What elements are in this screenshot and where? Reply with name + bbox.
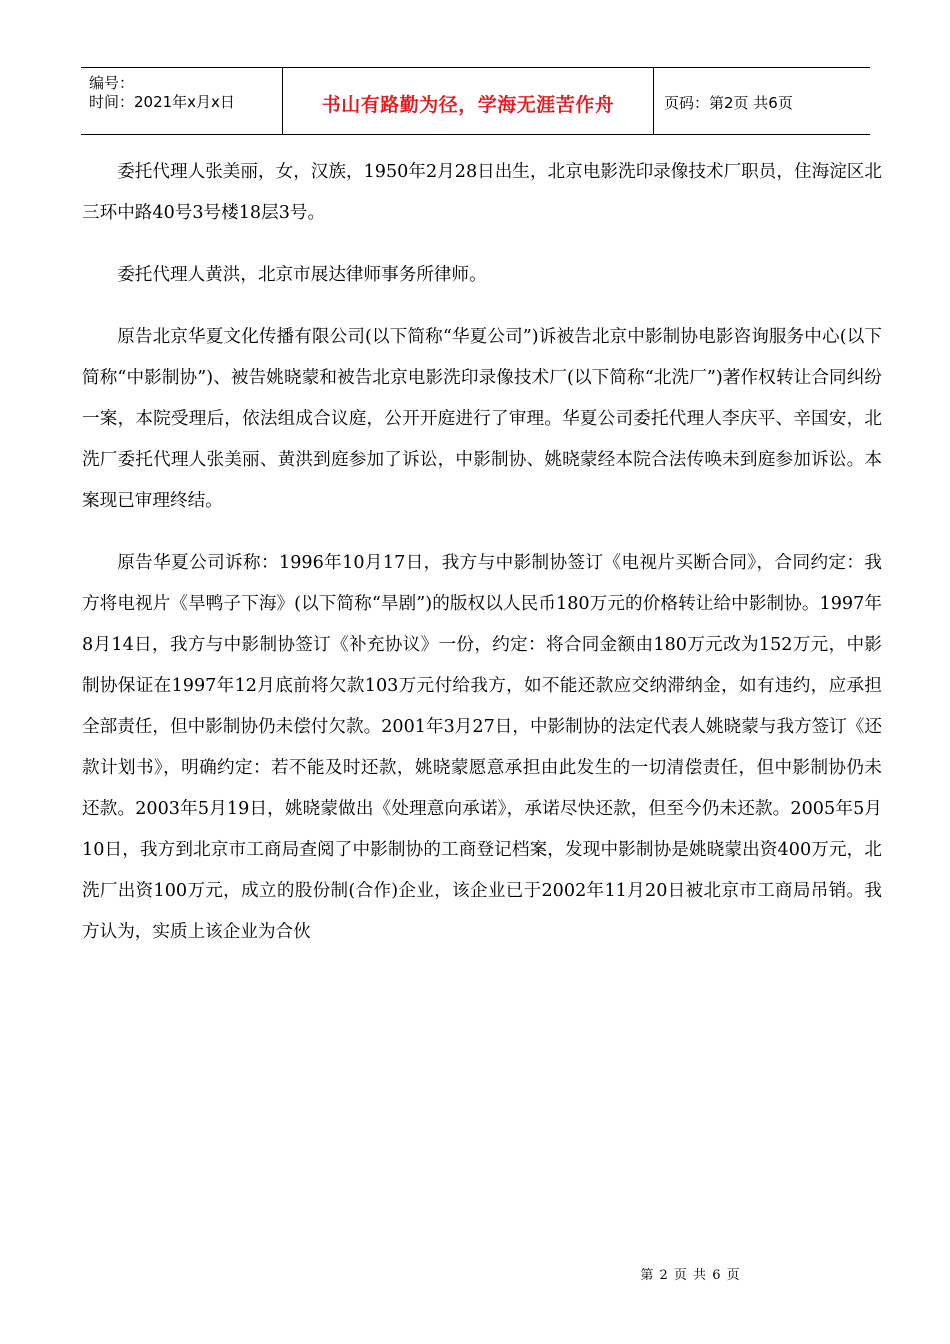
paragraph-agent-huang: 委托代理人黄洪，北京市展达律师事务所律师。: [117, 265, 487, 285]
paragraph-plaintiff-claim: 原告华夏公司诉称：1996年10月17日，我方与中影制协签订《电视片买断合同》，合同约定：我方将电视片《旱鸭子下海》(以下简称“旱剧”)的版权以人民币180万元的价格转让给中影制协。1997年8月14日，我方与中影制协签订《补充协议》一份，约定：将合同金额由180万元改为152万元，中影制协保证在1997年12月底前将欠款103万元付给我方，如不能还款应交纳滞纳金，如有违约，应承担全部责任，但中影制协仍未偿付欠款。2001年3月27日，中影制协的法定代表人姚晓蒙与我方签订《还款计划书》，明确约定：若不能及时还款，姚晓蒙愿意承担由此发生的一切清偿责任，但中影制协仍未还款。2003年5月19日，姚晓蒙做出《处理意向承诺》，承诺尽快还款，但至今仍未还款。2005年5月10日，我方到北京市工商局查阅了中影制协的工商登记档案，发现中影制协是姚晓蒙出资400万元，北洗厂出资100万元，成立的股份制(合作)企业，该企业已于2002年11月20日被北京市工商局吊销。我方认为，实质上该企业为合伙: [82, 553, 882, 942]
motto-text: 书山有路勤为径，学海无涯苦作舟: [321, 93, 615, 116]
document-time-label: 时间：2021年x月x日: [89, 93, 235, 111]
paragraph-case-intro: 原告北京华夏文化传播有限公司(以下简称“华夏公司”)诉被告北京中影制协电影咨询服务中心(以下简称“中影制协”)、被告姚晓蒙和被告北京电影洗印录像技术厂(以下简称“北洗厂”)著作权转让合同纠纷一案，本院受理后，依法组成合议庭，公开开庭进行了审理。华夏公司委托代理人李庆平、辛国安，北洗厂委托代理人张美丽、黄洪到庭参加了诉讼，中影制协、姚晓蒙经本院合法传唤未到庭参加诉讼。本案现已审理终结。: [82, 327, 882, 511]
header-motto-cell: [282, 68, 654, 134]
document-body: [82, 152, 882, 974]
footer-page-number: 第 2 页 共 6 页: [640, 1268, 741, 1283]
header-page-label: 页码：第2页 共6页: [664, 93, 793, 112]
header-table: [81, 67, 870, 135]
document-number-label: 编号：: [89, 74, 135, 92]
page-footer: [0, 1264, 950, 1283]
header-page-cell: [654, 68, 870, 134]
paragraph-agent-zhang: 委托代理人张美丽，女，汉族，1950年2月28日出生，北京电影洗印录像技术厂职员，住海淀区北三环中路40号3号楼18层3号。: [82, 162, 882, 223]
header-meta-cell: [81, 68, 282, 134]
